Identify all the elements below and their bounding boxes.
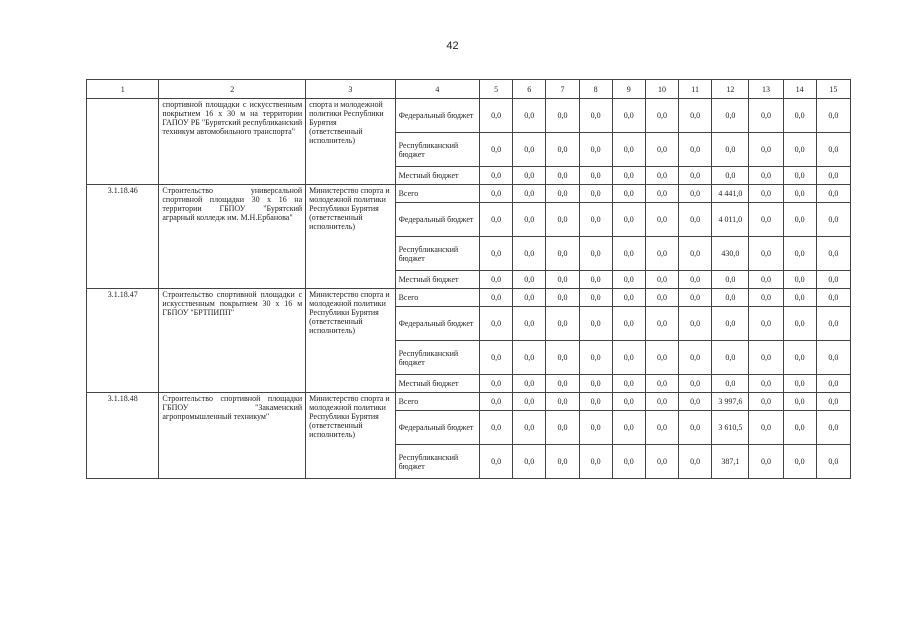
value-cell: 0,0 (712, 133, 749, 167)
value-cell: 0,0 (579, 271, 612, 289)
value-cell: 0,0 (783, 133, 816, 167)
value-cell: 0,0 (480, 289, 513, 307)
value-cell: 0,0 (749, 167, 783, 185)
value-cell: 0,0 (513, 445, 546, 479)
funding-source: Всего (395, 289, 479, 307)
value-cell: 0,0 (816, 411, 850, 445)
value-cell: 0,0 (749, 445, 783, 479)
value-cell: 0,0 (546, 133, 579, 167)
measure-executor: Министерство спорта и молодежной политики Республики Бурятия (ответственный исполнитель) (306, 393, 395, 479)
value-cell: 0,0 (579, 203, 612, 237)
value-cell: 0,0 (816, 307, 850, 341)
header-cell-3: 3 (306, 80, 395, 99)
value-cell: 0,0 (579, 307, 612, 341)
value-cell: 0,0 (749, 237, 783, 271)
value-cell: 0,0 (783, 203, 816, 237)
value-cell: 0,0 (645, 289, 678, 307)
value-cell: 0,0 (783, 375, 816, 393)
value-cell: 0,0 (480, 271, 513, 289)
value-cell: 0,0 (480, 237, 513, 271)
value-cell: 0,0 (679, 271, 712, 289)
value-cell: 0,0 (749, 99, 783, 133)
value-cell: 0,0 (679, 341, 712, 375)
value-cell: 0,0 (749, 393, 783, 411)
funding-source: Республиканский бюджет (395, 341, 479, 375)
value-cell: 0,0 (816, 185, 850, 203)
value-cell: 0,0 (480, 393, 513, 411)
value-cell: 0,0 (480, 375, 513, 393)
value-cell: 3 997,6 (712, 393, 749, 411)
value-cell: 0,0 (546, 271, 579, 289)
header-cell-14: 14 (783, 80, 816, 99)
value-cell: 0,0 (679, 393, 712, 411)
value-cell: 0,0 (783, 185, 816, 203)
value-cell: 0,0 (612, 393, 645, 411)
value-cell: 0,0 (579, 375, 612, 393)
funding-source: Республиканский бюджет (395, 133, 479, 167)
value-cell: 0,0 (612, 411, 645, 445)
value-cell: 0,0 (480, 411, 513, 445)
value-cell: 0,0 (783, 237, 816, 271)
value-cell: 0,0 (612, 307, 645, 341)
value-cell: 0,0 (816, 445, 850, 479)
value-cell: 0,0 (612, 237, 645, 271)
value-cell: 0,0 (816, 289, 850, 307)
measure-code: 3.1.18.46 (87, 185, 159, 289)
value-cell: 0,0 (749, 375, 783, 393)
value-cell: 0,0 (645, 445, 678, 479)
value-cell: 0,0 (480, 203, 513, 237)
header-cell-4: 4 (395, 80, 479, 99)
value-cell: 0,0 (783, 271, 816, 289)
funding-source: Федеральный бюджет (395, 411, 479, 445)
value-cell: 0,0 (749, 341, 783, 375)
value-cell: 4 441,0 (712, 185, 749, 203)
funding-source: Местный бюджет (395, 271, 479, 289)
measure-name: спортивной площадки с искусственным покрытием 16 х 30 м на территории ГАПОУ РБ "Бурятский республиканский техникум автомобильного транспорта" (159, 99, 306, 185)
value-cell: 0,0 (546, 341, 579, 375)
value-cell: 3 610,5 (712, 411, 749, 445)
value-cell: 0,0 (546, 167, 579, 185)
value-cell: 0,0 (816, 203, 850, 237)
value-cell: 0,0 (645, 203, 678, 237)
header-cell-6: 6 (513, 80, 546, 99)
value-cell: 0,0 (816, 237, 850, 271)
header-cell-1: 1 (87, 80, 159, 99)
table-row (87, 393, 851, 411)
value-cell: 0,0 (816, 375, 850, 393)
value-cell: 0,0 (612, 133, 645, 167)
measure-executor: Министерство спорта и молодежной политики Республики Бурятия (ответственный исполнитель) (306, 289, 395, 393)
value-cell: 0,0 (712, 307, 749, 341)
funding-source: Республиканский бюджет (395, 237, 479, 271)
value-cell: 0,0 (679, 307, 712, 341)
value-cell: 0,0 (612, 167, 645, 185)
value-cell: 0,0 (513, 341, 546, 375)
value-cell: 0,0 (645, 99, 678, 133)
value-cell: 0,0 (480, 167, 513, 185)
value-cell: 0,0 (612, 203, 645, 237)
value-cell: 0,0 (546, 237, 579, 271)
value-cell: 0,0 (749, 289, 783, 307)
value-cell: 0,0 (783, 307, 816, 341)
measure-executor: спорта и молодежной политики Республики Бурятия (ответственный исполнитель) (306, 99, 395, 185)
value-cell: 0,0 (645, 341, 678, 375)
value-cell: 0,0 (712, 375, 749, 393)
value-cell: 0,0 (480, 133, 513, 167)
value-cell: 0,0 (546, 99, 579, 133)
measure-name: Строительство спортивной площадки ГБПОУ "Закаменский агропромышленный техникум" (159, 393, 306, 479)
value-cell: 0,0 (816, 167, 850, 185)
value-cell: 0,0 (546, 411, 579, 445)
value-cell: 0,0 (783, 341, 816, 375)
value-cell: 0,0 (579, 133, 612, 167)
funding-source: Местный бюджет (395, 167, 479, 185)
value-cell: 0,0 (513, 99, 546, 133)
value-cell: 0,0 (612, 341, 645, 375)
value-cell: 0,0 (645, 307, 678, 341)
value-cell: 0,0 (513, 393, 546, 411)
value-cell: 0,0 (513, 307, 546, 341)
value-cell: 4 011,0 (712, 203, 749, 237)
value-cell: 0,0 (645, 237, 678, 271)
value-cell: 0,0 (579, 445, 612, 479)
measure-code (87, 99, 159, 185)
value-cell: 0,0 (480, 341, 513, 375)
value-cell: 0,0 (749, 411, 783, 445)
value-cell: 0,0 (679, 237, 712, 271)
value-cell: 0,0 (749, 133, 783, 167)
value-cell: 0,0 (546, 445, 579, 479)
value-cell: 0,0 (480, 307, 513, 341)
header-cell-12: 12 (712, 80, 749, 99)
value-cell: 0,0 (816, 341, 850, 375)
header-cell-7: 7 (546, 80, 579, 99)
value-cell: 0,0 (513, 167, 546, 185)
table-row (87, 99, 851, 133)
value-cell: 0,0 (645, 185, 678, 203)
value-cell: 0,0 (712, 289, 749, 307)
value-cell: 0,0 (712, 99, 749, 133)
value-cell: 0,0 (783, 393, 816, 411)
value-cell: 0,0 (513, 289, 546, 307)
value-cell: 0,0 (645, 167, 678, 185)
funding-source: Местный бюджет (395, 375, 479, 393)
value-cell: 0,0 (579, 341, 612, 375)
value-cell: 0,0 (612, 99, 645, 133)
header-cell-8: 8 (579, 80, 612, 99)
value-cell: 0,0 (783, 411, 816, 445)
value-cell: 0,0 (612, 185, 645, 203)
value-cell: 0,0 (645, 375, 678, 393)
value-cell: 0,0 (783, 99, 816, 133)
value-cell: 0,0 (546, 375, 579, 393)
value-cell: 0,0 (783, 445, 816, 479)
budget-table (86, 79, 851, 479)
value-cell: 0,0 (480, 445, 513, 479)
value-cell: 0,0 (679, 289, 712, 307)
value-cell: 0,0 (513, 185, 546, 203)
value-cell: 0,0 (816, 133, 850, 167)
header-cell-15: 15 (816, 80, 850, 99)
value-cell: 0,0 (679, 203, 712, 237)
value-cell: 0,0 (749, 203, 783, 237)
table-row (87, 289, 851, 307)
value-cell: 0,0 (679, 133, 712, 167)
value-cell: 0,0 (579, 99, 612, 133)
value-cell: 0,0 (546, 203, 579, 237)
value-cell: 0,0 (783, 167, 816, 185)
header-cell-11: 11 (679, 80, 712, 99)
measure-executor: Министерство спорта и молодежной политики Республики Бурятия (ответственный исполнитель) (306, 185, 395, 289)
measure-name: Строительство универсальной спортивной площадки 30 х 16 на территории ГБПОУ "Бурятский аграрный колледж им. М.Н.Ербанова" (159, 185, 306, 289)
value-cell: 387,1 (712, 445, 749, 479)
funding-source: Республиканский бюджет (395, 445, 479, 479)
value-cell: 0,0 (612, 445, 645, 479)
value-cell: 0,0 (749, 271, 783, 289)
value-cell: 0,0 (712, 341, 749, 375)
header-row (87, 80, 851, 99)
value-cell: 0,0 (645, 393, 678, 411)
value-cell: 0,0 (712, 167, 749, 185)
value-cell: 0,0 (679, 445, 712, 479)
value-cell: 0,0 (579, 185, 612, 203)
header-cell-5: 5 (480, 80, 513, 99)
funding-source: Всего (395, 393, 479, 411)
value-cell: 0,0 (783, 289, 816, 307)
value-cell: 0,0 (612, 271, 645, 289)
value-cell: 0,0 (712, 271, 749, 289)
header-cell-2: 2 (159, 80, 306, 99)
value-cell: 0,0 (579, 411, 612, 445)
value-cell: 0,0 (579, 289, 612, 307)
page-number: 42 (446, 40, 459, 52)
header-cell-10: 10 (645, 80, 678, 99)
value-cell: 0,0 (579, 393, 612, 411)
header-cell-13: 13 (749, 80, 783, 99)
funding-source: Федеральный бюджет (395, 203, 479, 237)
funding-source: Федеральный бюджет (395, 99, 479, 133)
value-cell: 0,0 (679, 167, 712, 185)
value-cell: 0,0 (579, 167, 612, 185)
value-cell: 0,0 (816, 393, 850, 411)
value-cell: 0,0 (679, 375, 712, 393)
value-cell: 0,0 (480, 185, 513, 203)
value-cell: 0,0 (816, 271, 850, 289)
funding-source: Федеральный бюджет (395, 307, 479, 341)
measure-name: Строительство спортивной площадки с искусственным покрытием 30 х 16 м ГБПОУ "БРТПИПП" (159, 289, 306, 393)
value-cell: 0,0 (513, 411, 546, 445)
value-cell: 0,0 (546, 185, 579, 203)
value-cell: 0,0 (816, 99, 850, 133)
value-cell: 0,0 (749, 307, 783, 341)
funding-source: Всего (395, 185, 479, 203)
value-cell: 0,0 (513, 237, 546, 271)
value-cell: 0,0 (513, 375, 546, 393)
measure-code: 3.1.18.47 (87, 289, 159, 393)
value-cell: 430,0 (712, 237, 749, 271)
measure-code: 3.1.18.48 (87, 393, 159, 479)
value-cell: 0,0 (679, 185, 712, 203)
value-cell: 0,0 (749, 185, 783, 203)
header-cell-9: 9 (612, 80, 645, 99)
value-cell: 0,0 (679, 99, 712, 133)
value-cell: 0,0 (546, 307, 579, 341)
value-cell: 0,0 (679, 411, 712, 445)
value-cell: 0,0 (645, 411, 678, 445)
value-cell: 0,0 (645, 271, 678, 289)
value-cell: 0,0 (513, 271, 546, 289)
value-cell: 0,0 (612, 289, 645, 307)
value-cell: 0,0 (513, 203, 546, 237)
value-cell: 0,0 (645, 133, 678, 167)
value-cell: 0,0 (612, 375, 645, 393)
value-cell: 0,0 (579, 237, 612, 271)
value-cell: 0,0 (546, 289, 579, 307)
value-cell: 0,0 (546, 393, 579, 411)
value-cell: 0,0 (480, 99, 513, 133)
value-cell: 0,0 (513, 133, 546, 167)
table-row (87, 185, 851, 203)
